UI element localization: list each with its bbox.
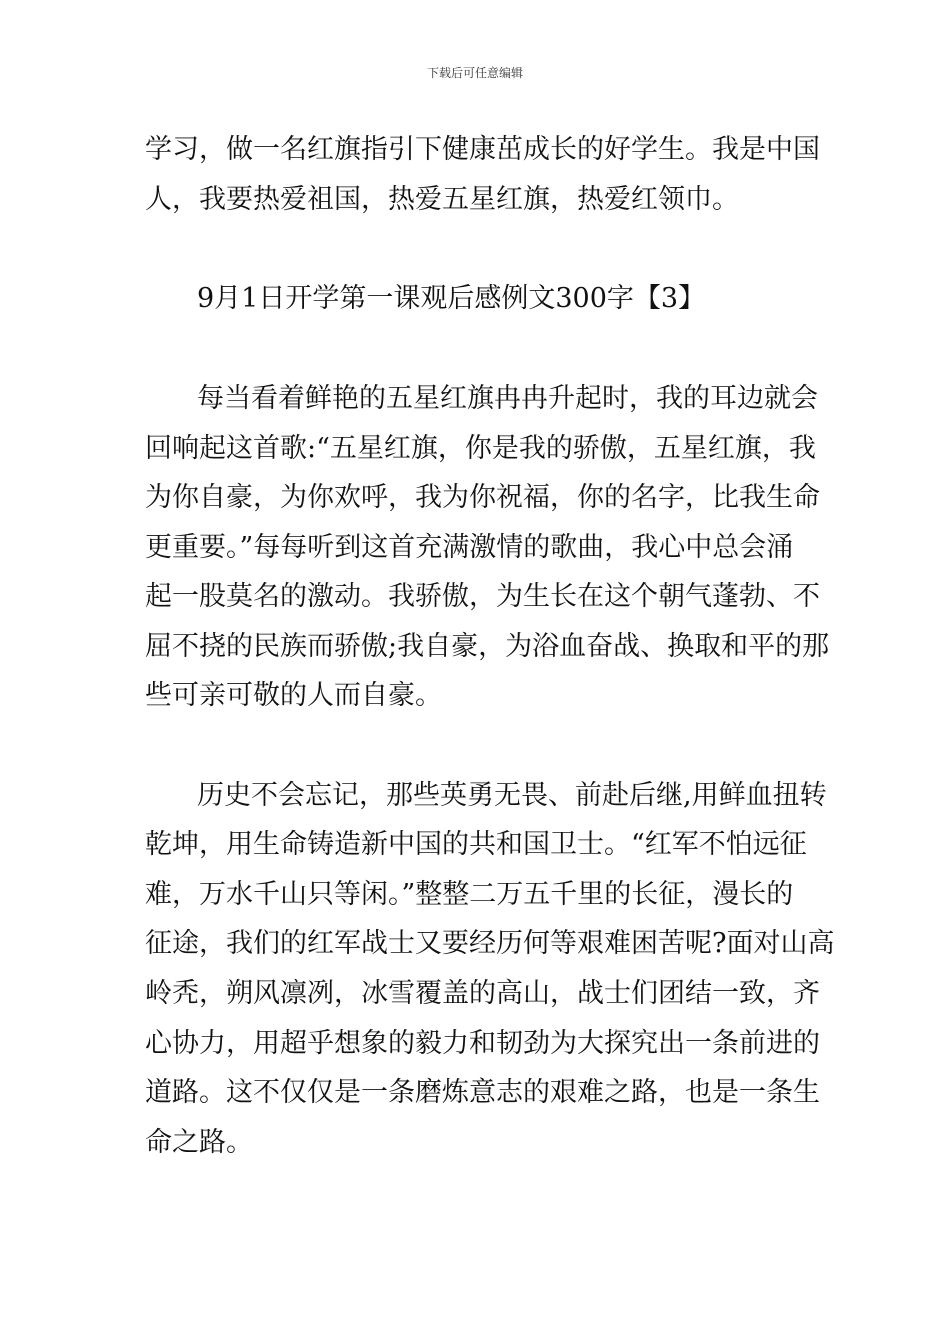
section-heading: 9月1日开学第一课观后感例文300字【3】 [197, 283, 706, 314]
page-header: 下载后可任意编辑 [426, 66, 523, 80]
body-text-line: 屈不挠的民族而骄傲;我自豪，为浴血奋战、换取和平的那 [145, 631, 830, 662]
body-text-line: 每当看着鲜艳的五星红旗冉冉升起时，我的耳边就会 [197, 383, 818, 414]
body-text-line: 难，万水千山只等闲。”整整二万五千里的长征，漫长的 [145, 879, 794, 910]
body-text-line: 起一股莫名的激动。我骄傲，为生长在这个朝气蓬勃、不 [145, 581, 820, 612]
body-text-line: 为你自豪，为你欢呼，我为你祝福，你的名字，比我生命 [145, 482, 820, 513]
body-text-line: 更重要。”每每听到这首充满激情的歌曲，我心中总会涌 [145, 532, 794, 563]
body-text-line: 岭秃，朔风凛冽，冰雪覆盖的高山，战士们团结一致，齐 [145, 978, 820, 1009]
body-text-line: 乾坤，用生命铸造新中国的共和国卫士。“红军不怕远征 [145, 829, 807, 860]
body-text-line: 些可亲可敬的人而自豪。 [145, 680, 442, 711]
body-text-line: 人，我要热爱祖国，热爱五星红旗，热爱红领巾。 [145, 184, 739, 215]
body-text-line: 心协力，用超乎想象的毅力和韧劲为大探究出一条前进的 [145, 1028, 820, 1059]
body-text-line: 回响起这首歌:“五星红旗，你是我的骄傲，五星红旗，我 [145, 433, 816, 464]
body-text-line: 征途，我们的红军战士又要经历何等艰难困苦呢?面对山高 [145, 928, 835, 959]
body-text-line: 历史不会忘记，那些英勇无畏、前赴后继,用鲜血扭转 [197, 780, 827, 811]
body-text-line: 命之路。 [145, 1127, 253, 1158]
body-text-line: 道路。这不仅仅是一条磨炼意志的艰难之路，也是一条生 [145, 1077, 820, 1108]
body-text-line: 学习，做一名红旗指引下健康茁成长的好学生。我是中国 [145, 134, 820, 165]
